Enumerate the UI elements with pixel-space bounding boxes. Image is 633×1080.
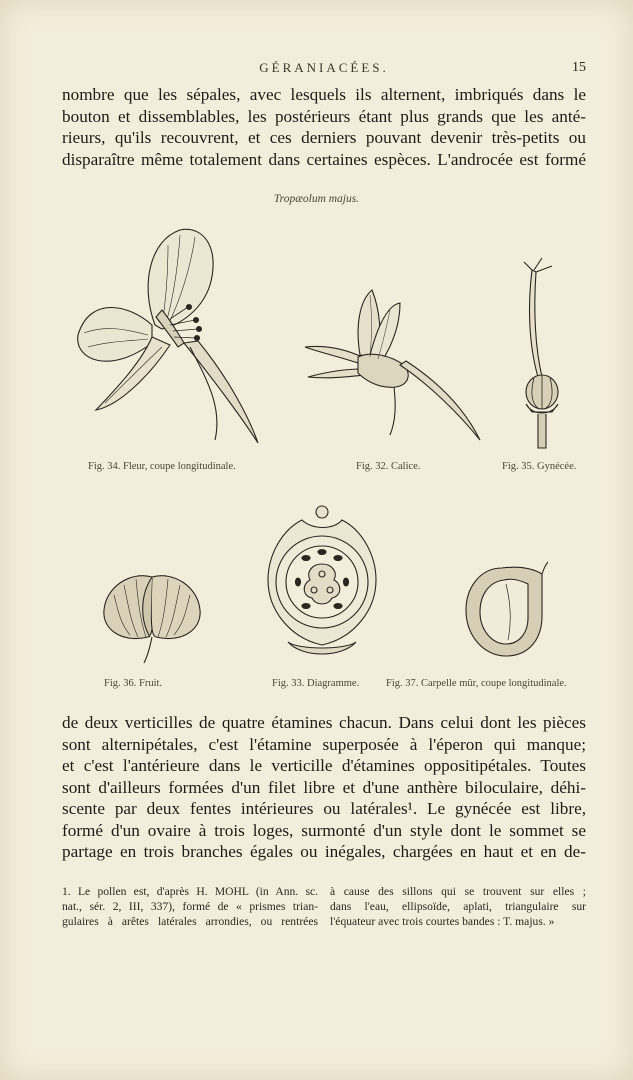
caption-fig-35: Fig. 35. Gynécée. <box>502 461 577 472</box>
caption-fig-36: Fig. 36. Fruit. <box>104 678 163 689</box>
text-line: scente par deux fentes intérieures ou latérales¹. Le gynécée est libre, <box>62 799 586 818</box>
text-line: nombre que les sépales, avec lesquels ils alternent, imbriqués dans le <box>62 85 586 104</box>
figure-32-calyx <box>300 285 485 445</box>
text-line: sont alternipétales, c'est l'étamine superposée à l'éperon qui manque; <box>62 734 586 754</box>
text-line: sont d'ailleurs formées d'un filet libre et d'une anthère biloculaire, déhi- <box>62 777 586 797</box>
plate-title: Tropæolum majus. <box>273 193 360 205</box>
caption-fig-37: Fig. 37. Carpelle mûr, coupe longitudinale. <box>386 678 567 689</box>
caption-fig-33: Fig. 33. Diagramme. <box>272 678 360 689</box>
text-line: disparaître même totalement dans certaines espèces. L'androcée est formé <box>62 149 586 169</box>
footnote-line: gulaires à arêtes latérales arrondies, ou rentrées <box>62 915 318 928</box>
figure-36-fruit <box>100 565 205 665</box>
caption-fig-34: Fig. 34. Fleur, coupe longitudinale. <box>88 461 236 472</box>
page-number: 15 <box>572 60 586 75</box>
figure-34-flower-section <box>70 225 270 450</box>
footnote-right-column <box>330 884 586 929</box>
running-head <box>62 60 586 80</box>
caption-fig-32: Fig. 32. Calice. <box>356 461 421 472</box>
text-line: partage en trois branches égales ou inégales, chargées en haut et en de- <box>62 842 586 861</box>
text-line: bouton et dissemblables, les postérieurs étant plus grands que les anté- <box>62 106 586 126</box>
text-line: de deux verticilles de quatre étamines chacun. Dans celui dont les pièces <box>62 713 586 732</box>
running-title: GÉRANIACÉES. <box>259 60 389 75</box>
text-line: rieurs, qu'ils recouvrent, et ces derniers pouvant devenir très-petits ou <box>62 128 586 147</box>
body-text-top <box>62 84 586 170</box>
footnote-left-column <box>62 884 318 929</box>
body-text-bottom <box>62 712 586 863</box>
footnote-line: l'équateur avec trois courtes bandes : T. majus. » <box>330 915 555 928</box>
footnote-line: dans l'eau, ellipsoïde, aplati, triangulaire sur <box>330 900 586 913</box>
footnote-line: à cause des sillons qui se trouvent sur elles ; <box>330 885 586 898</box>
text-line: et c'est l'antérieure dans le verticille d'étamines oppositipétales. Toutes <box>62 756 586 775</box>
figure-35-gynoecium <box>512 252 572 452</box>
footnote-line: nat., sér. 2, III, 337), formé de « prismes trian- <box>62 900 318 913</box>
figure-37-carpel <box>462 560 552 660</box>
figure-33-diagram <box>262 500 387 670</box>
text-line: formé d'un ovaire à trois loges, surmonté d'un style dont le sommet se <box>62 820 586 840</box>
footnote-line: 1. Le pollen est, d'après H. MOHL (in Ann. sc. <box>62 885 318 898</box>
